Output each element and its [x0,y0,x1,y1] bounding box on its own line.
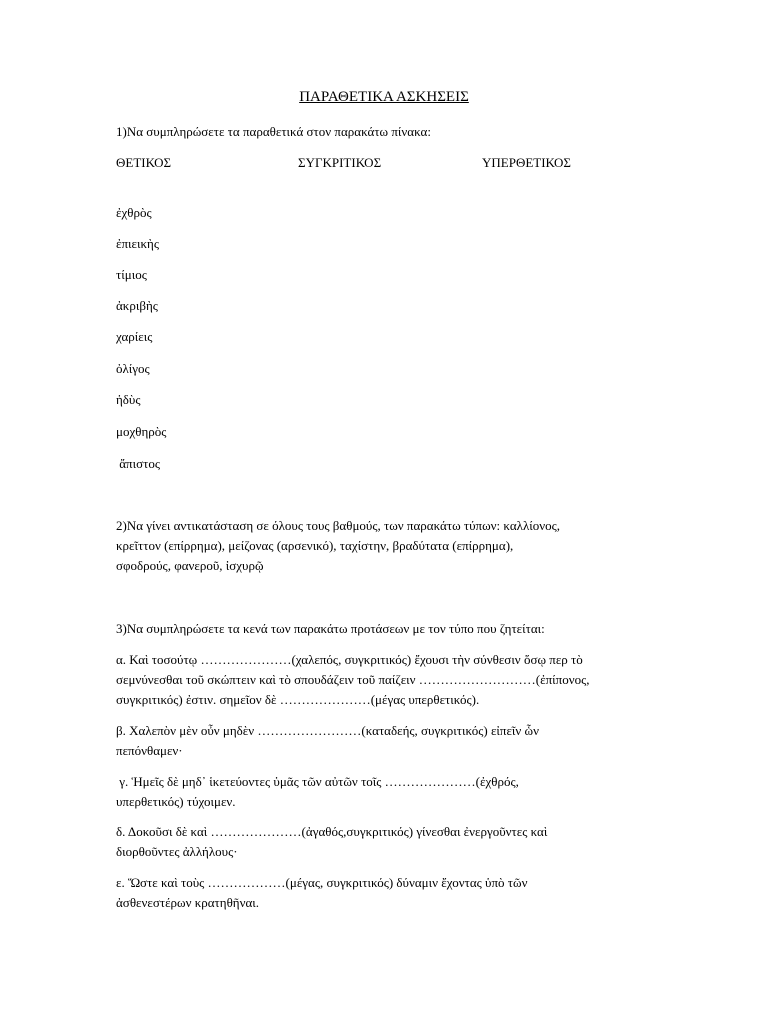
sentence-line: δ. Δοκοῦσι δὲ καὶ …………………(ἀγαθός,συγκριτικός) γίνεσθαι ἐνεργοῦντες καὶ [116,824,548,839]
sentence-line: σεμνύνεσθαι τοῦ σκώπτειν καὶ τὸ σπουδάζειν τοῦ παίζειν ………………………(ἐπίπονος, [116,672,590,687]
word-item: ἡδὺς [116,392,141,407]
sentence-line: υπερθετικός) τύχοιμεν. [116,794,236,809]
word-item: μοχθηρὸς [116,424,167,439]
exercise-2-line: σφοδρούς, φανεροῦ, ἰσχυρῷ [116,558,264,573]
exercise-3-instruction: 3)Να συμπληρώσετε τα κενά των παρακάτω προτάσεων με τον τύπο που ζητείται: [116,621,545,636]
page-title: ΠΑΡΑΘΕΤΙΚΑ ΑΣΚΗΣΕΙΣ [299,89,469,105]
word-item: ἐχθρὸς [116,205,152,220]
sentence-line: συγκριτικός) ἐστιν. σημεῖον δὲ …………………(μέγας υπερθετικός). [116,692,480,707]
sentence-line: γ. Ἡμεῖς δὲ μηδ᾽ ἱκετεύοντες ὑμᾶς τῶν αὐτῶν τοῖς …………………(ἐχθρός, [116,774,519,789]
word-item: ὀλίγος [116,361,150,376]
word-item: ἀκριβὴς [116,298,158,313]
exercise-1-instruction: 1)Να συμπληρώσετε τα παραθετικά στον παρακάτω πίνακα: [116,124,431,139]
sentence-line: ε. Ὥστε καὶ τοὺς ………………(μέγας, συγκριτικός) δύναμιν ἔχοντας ὑπὸ τῶν [116,875,528,890]
exercise-2-line: 2)Να γίνει αντικατάσταση σε όλους τους βαθμούς, των παρακάτω τύπων: καλλίονος, [116,518,561,533]
sentence-line: β. Χαλεπὸν μὲν οὖν μηδὲν ……………………(καταδεής, συγκριτικός) εἰπεῖν ὧν [116,723,539,738]
word-item: ἄπιστος [116,456,161,471]
header-comparative: ΣΥΓΚΡΙΤΙΚΟΣ [298,155,382,170]
header-positive: ΘΕΤΙΚΟΣ [116,155,172,170]
word-item: ἐπιεικὴς [116,236,159,251]
sentence-line: πεπόνθαμεν· [116,743,183,758]
sentence-line: διορθοῦντες ἀλλήλους· [116,844,238,859]
sentence-line: ἀσθενεστέρων κρατηθῆναι. [116,895,260,910]
header-superlative: ΥΠΕΡΘΕΤΙΚΟΣ [482,155,571,170]
word-item: χαρίεις [116,329,153,344]
sentence-line: α. Καὶ τοσούτῳ …………………(χαλεπός, συγκριτικός) ἔχουσι τὴν σύνθεσιν ὅσῳ περ τὸ [116,652,583,667]
word-item: τίμιος [116,267,147,282]
exercise-2-line: κρεῖττον (επίρρημα), μείζονας (αρσενικό), ταχίστην, βραδύτατα (επίρρημα), [116,538,514,553]
